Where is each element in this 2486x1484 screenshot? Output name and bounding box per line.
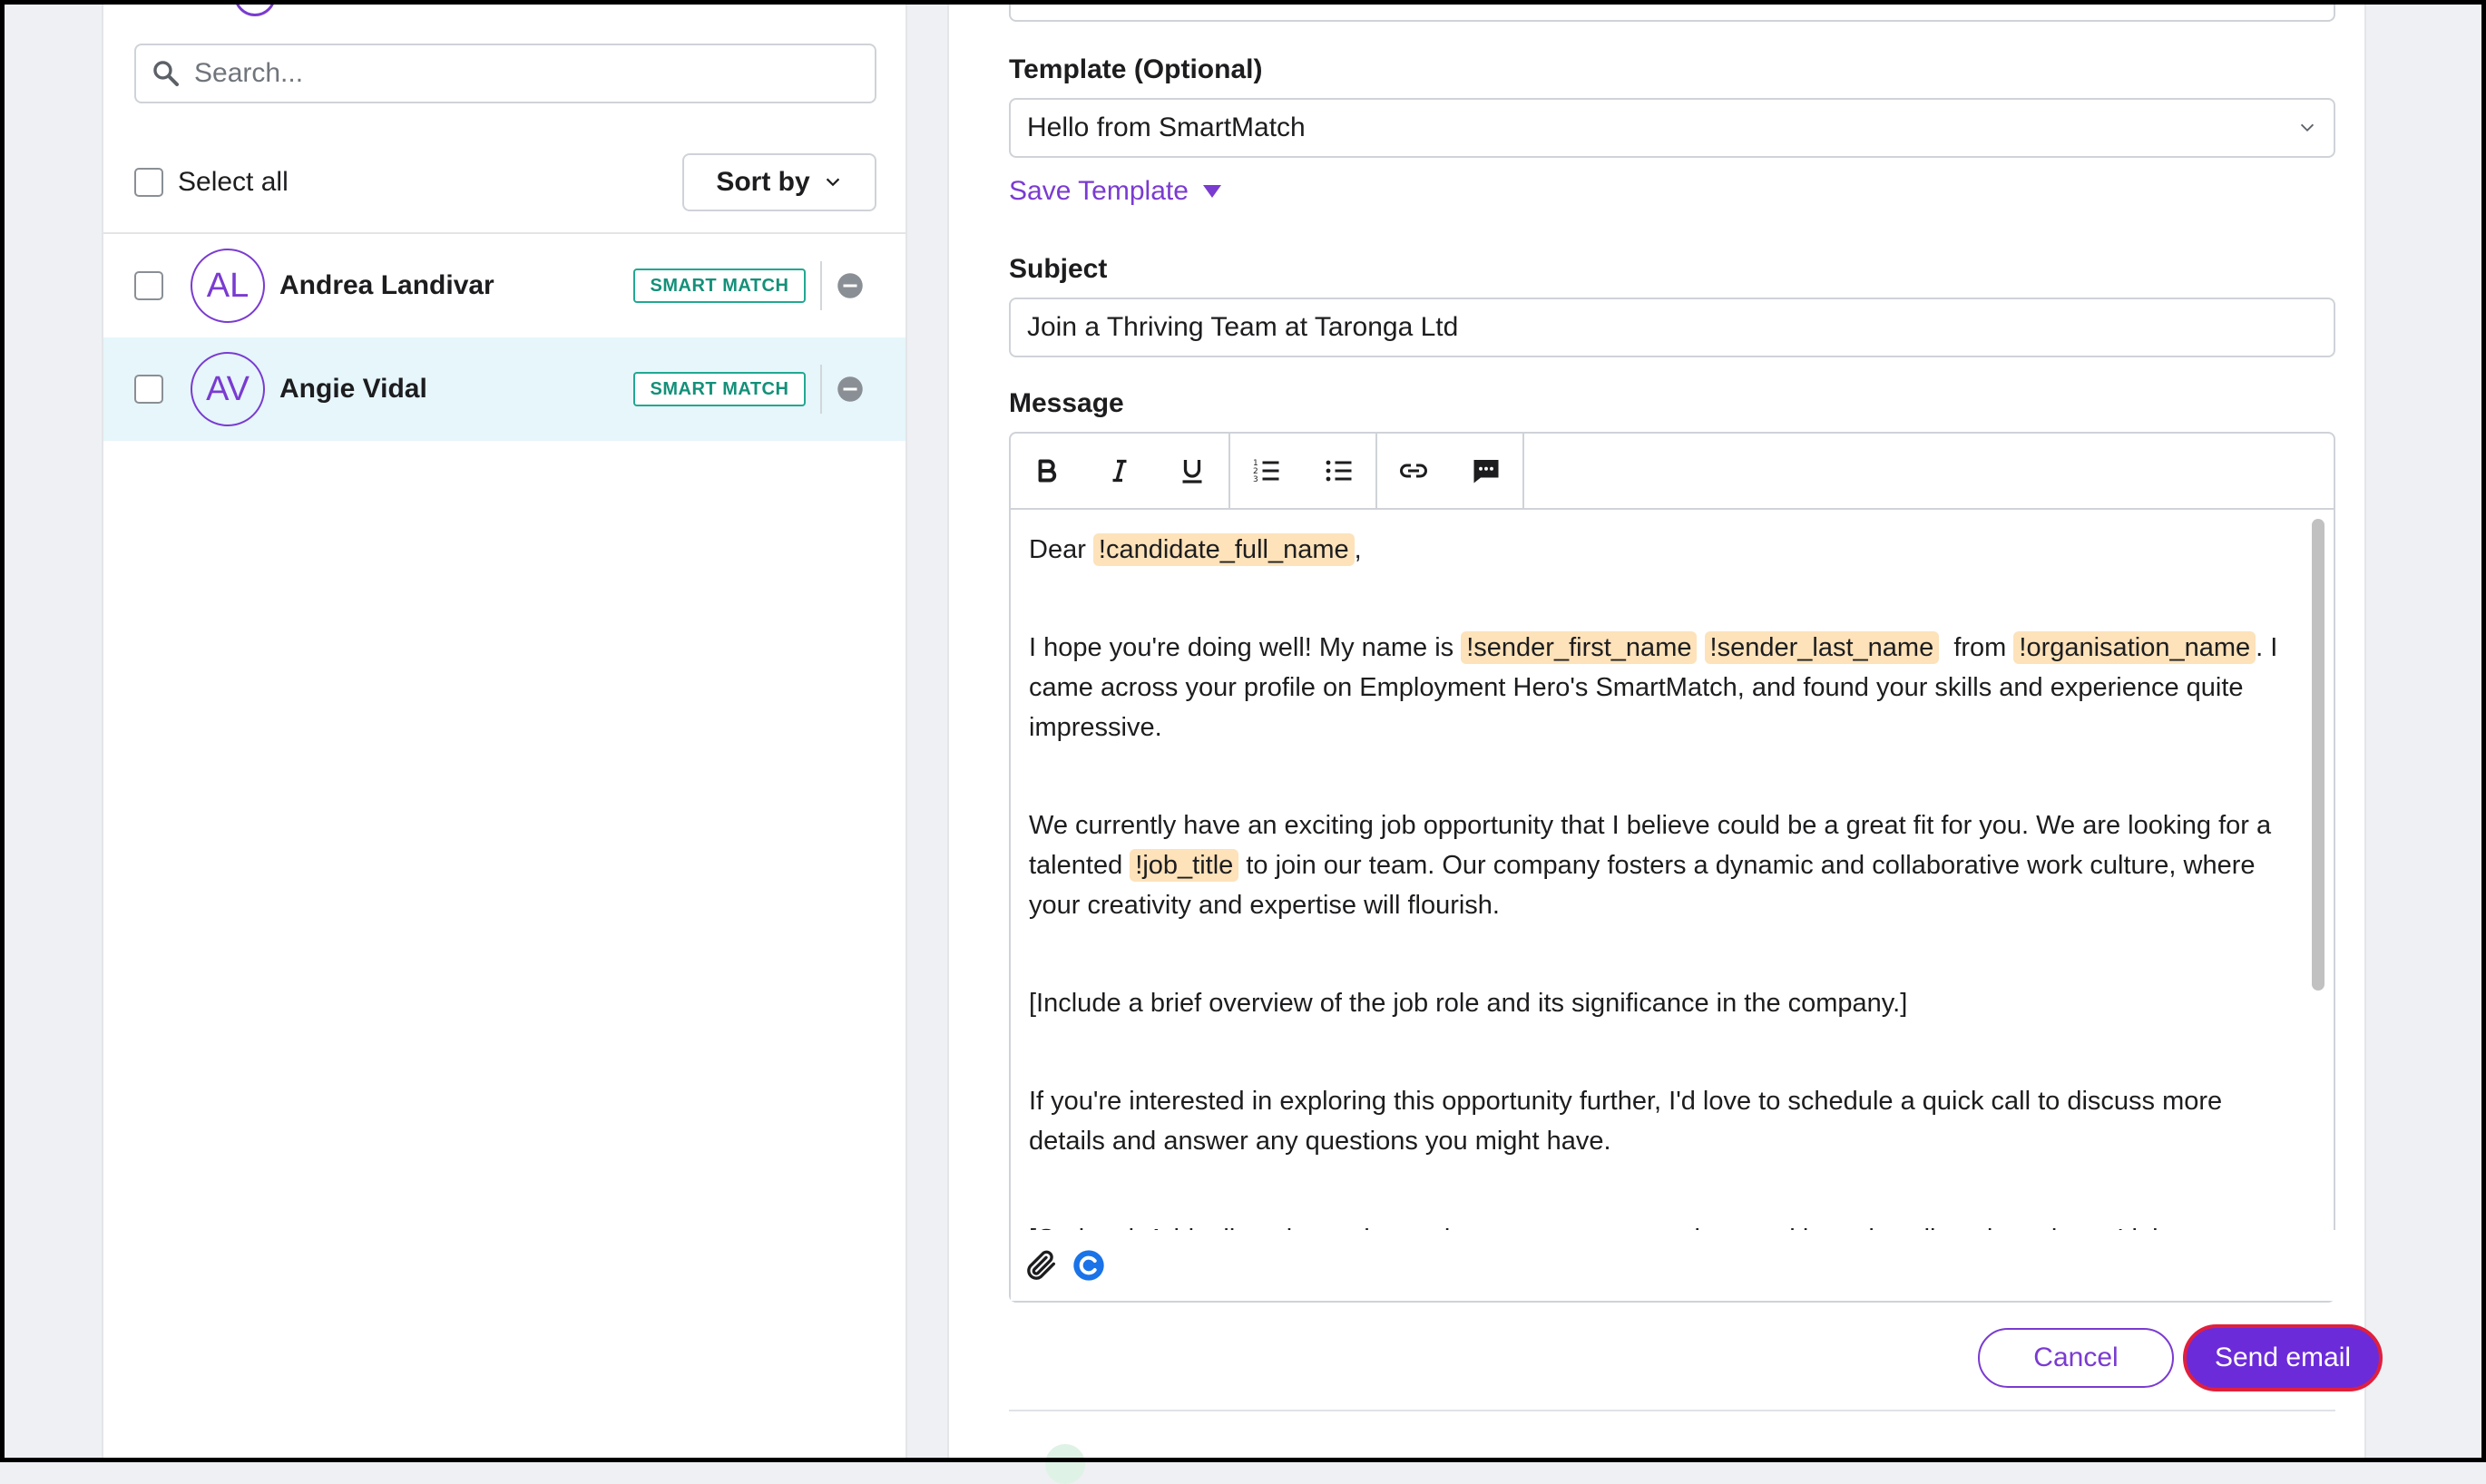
candidate-name: Andrea Landivar [279,270,494,300]
select-all-checkbox[interactable] [134,168,163,197]
divider [820,365,822,414]
select-all-label: Select all [178,167,289,197]
svg-text:1: 1 [1253,459,1258,468]
svg-text:3: 3 [1253,475,1258,484]
subject-value: Join a Thriving Team at Taronga Ltd [1027,312,1459,342]
message-paragraph [1029,628,2290,747]
cancel-button[interactable]: Cancel [1978,1328,2174,1388]
smart-match-badge: SMART MATCH [633,268,806,303]
message-paragraph [1029,983,2290,1023]
message-body[interactable] [1011,512,2308,1230]
message-text: [Include a brief overview of the job role and its significance in the company.] [1029,989,1908,1018]
template-value: Hello from SmartMatch [1027,112,1306,142]
sort-by-label: Sort by [716,167,810,197]
comment-icon [1470,454,1502,487]
subject-field[interactable] [1009,298,2335,357]
message-text: If you're interested in exploring this opportunity further, I'd love to schedule a quick call to discuss more details and answer any questions you might have. [1029,1087,2223,1156]
merge-token[interactable]: !job_title [1130,849,1238,882]
insert-group [1377,434,1524,508]
bullet-list-button[interactable] [1303,434,1375,508]
message-paragraph: Dear !candidate_full_name , [1029,535,1362,564]
message-paragraph [1029,1081,2290,1161]
save-template-button[interactable] [1009,176,1221,207]
svg-text:2: 2 [1253,467,1258,476]
search-input[interactable] [194,58,847,89]
ordered-list-icon [1250,454,1283,487]
editor-scrollbar[interactable] [2312,519,2325,991]
divider [1009,1410,2335,1411]
merge-token[interactable]: !candidate_full_name [1093,533,1355,566]
email-compose-panel [947,0,2366,1462]
chevron-down-icon [823,172,843,192]
underline-button[interactable] [1156,434,1228,508]
message-editor[interactable] [1009,432,2335,1303]
greeting-text: Dear [1029,535,1086,564]
select-all-row [134,145,876,220]
bold-button[interactable] [1011,434,1083,508]
remove-icon[interactable] [837,272,864,299]
save-template-label: Save Template [1009,176,1189,206]
message-paragraph [1029,805,2290,925]
subject-label: Subject [1009,254,1108,284]
candidates-panel [102,0,907,1462]
list-item[interactable] [103,234,905,337]
template-label: Template (Optional) [1009,54,1263,84]
merge-token[interactable]: !sender_last_name [1705,631,1940,664]
message-text: to join our team. Our company fosters a dynamic and collaborative work culture, where your creativity and expertise will flourish. [1029,851,2256,920]
list-group [1230,434,1377,508]
avatar [1045,1444,1085,1484]
send-email-button[interactable]: Send email [2183,1324,2383,1391]
merge-token[interactable]: !organisation_name [2013,631,2256,664]
caret-down-icon [1203,185,1221,198]
previous-field[interactable] [1009,0,2335,22]
bullet-list-icon [1323,454,1356,487]
message-text: from [1953,633,2007,662]
search-box[interactable] [134,44,876,103]
smart-match-badge: SMART MATCH [633,372,806,406]
italic-icon [1103,454,1136,487]
merge-token[interactable]: !sender_first_name [1461,631,1697,664]
paperclip-icon[interactable] [1023,1247,1060,1284]
avatar: AV [191,352,265,426]
message-text: We currently have an exciting job opportunity that I believe could be a great fit for you. We are looking for a talented [1029,811,2272,880]
grammarly-icon[interactable] [1071,1247,1107,1284]
ordered-list-button[interactable] [1230,434,1303,508]
sort-by-button[interactable] [682,153,876,211]
message-text: . I came across your profile on Employment Hero's SmartMatch, and found your skills and experience quite impressive. [1029,633,2278,742]
candidate-checkbox[interactable] [134,375,163,404]
link-button[interactable] [1377,434,1450,508]
chevron-down-icon [2297,118,2317,138]
comment-button[interactable] [1450,434,1522,508]
italic-button[interactable] [1083,434,1156,508]
link-icon [1397,454,1430,487]
avatar [234,0,276,16]
search-icon [151,58,181,89]
candidate-name: Angie Vidal [279,374,427,404]
divider [820,261,822,310]
underline-icon [1176,454,1209,487]
format-group [1011,434,1230,508]
avatar: AL [191,249,265,323]
message-label: Message [1009,388,1124,418]
bold-icon [1031,454,1063,487]
template-select[interactable] [1009,98,2335,158]
candidate-checkbox[interactable] [134,271,163,300]
remove-icon[interactable] [837,376,864,403]
editor-toolbar [1011,434,2334,510]
editor-footer [1011,1230,2335,1301]
message-text: I hope you're doing well! My name is [1029,633,1454,662]
list-item[interactable] [103,337,905,441]
